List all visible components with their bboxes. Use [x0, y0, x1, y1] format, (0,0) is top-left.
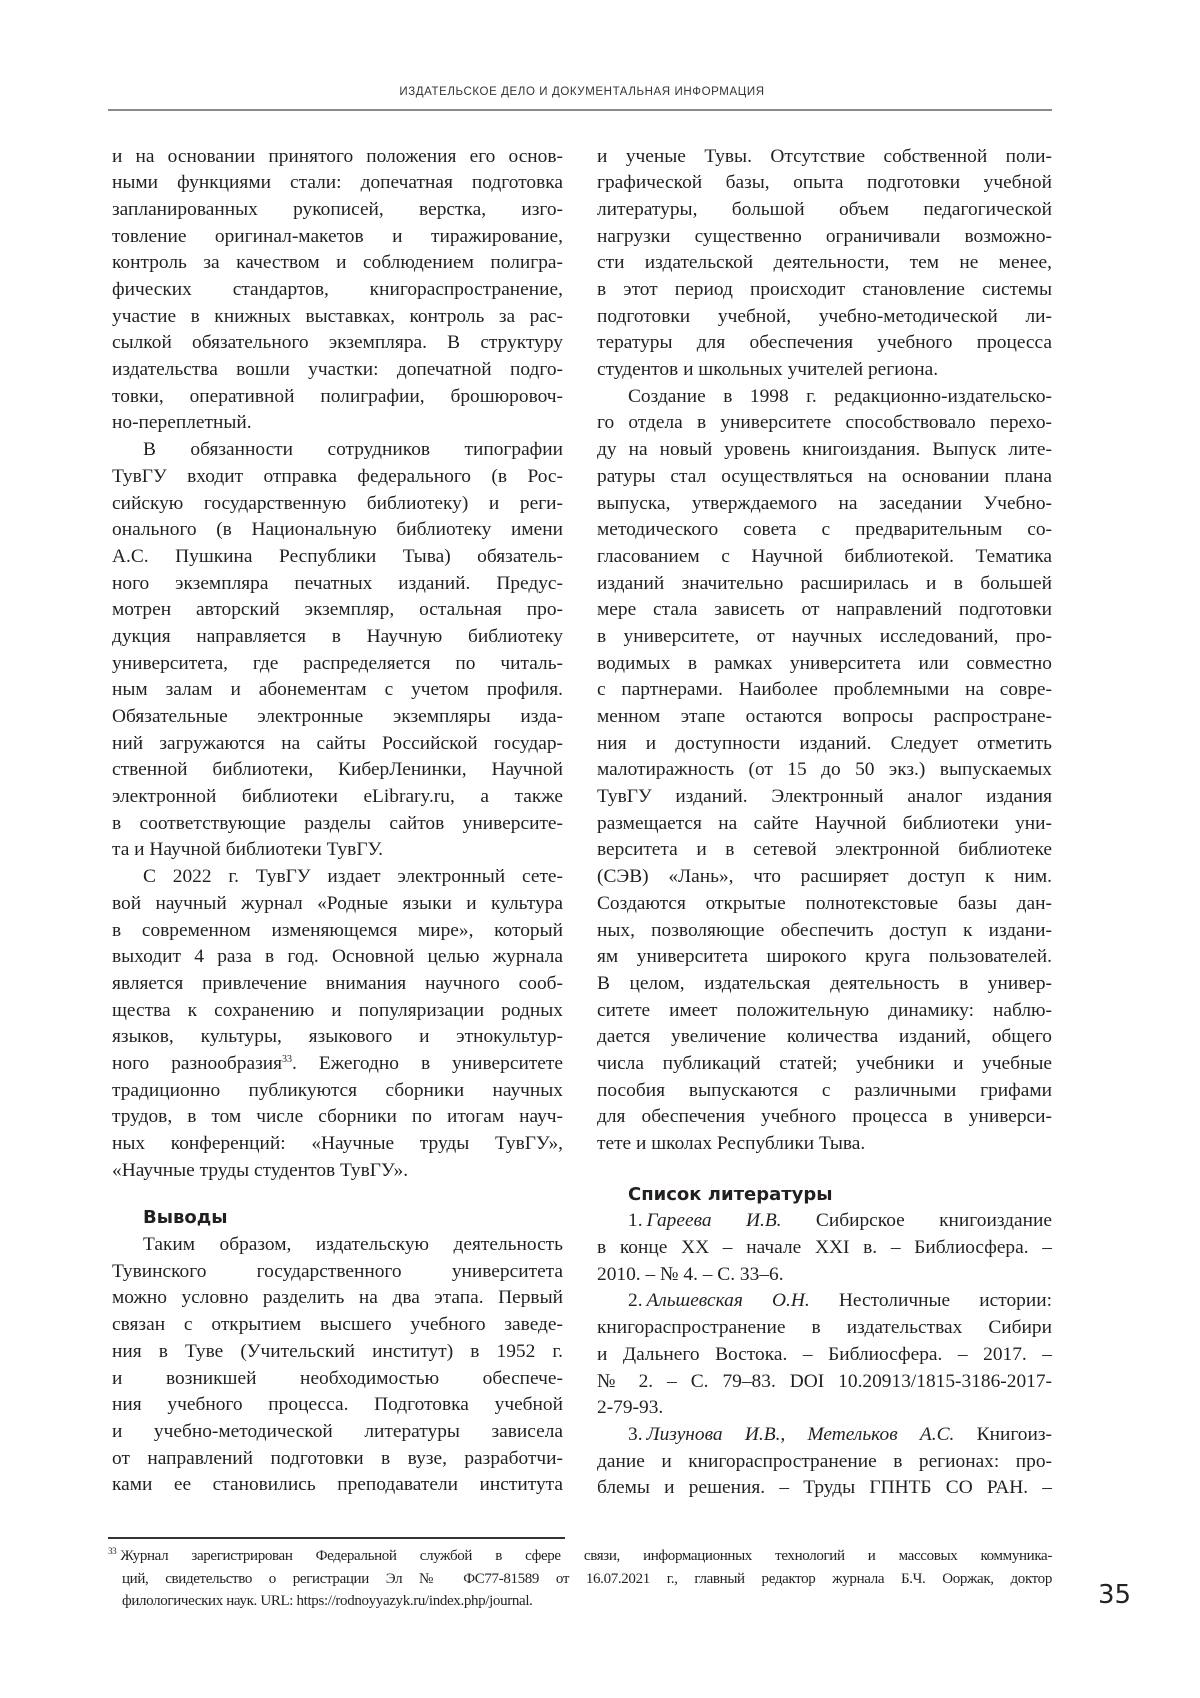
- footnote-marker: 33: [108, 1546, 117, 1556]
- text-line: и возникшей необходимостью обеспече-: [112, 1367, 563, 1389]
- text-line: методического совета с предварительным со-: [597, 519, 1052, 541]
- text-line: с партнерами. Наиболее проблемными на совре-: [597, 679, 1052, 701]
- text-line: ния и доступности изданий. Следует отметить: [597, 732, 1052, 754]
- text-line: тературы для обеспечения учебного процесса: [597, 332, 1052, 354]
- text-line: Создание в 1998 г. редакционно-издательско-: [628, 385, 1052, 407]
- text-line: литературы, большой объем педагогической: [597, 198, 1052, 220]
- text-line: дается увеличение количества изданий, общего: [597, 1026, 1052, 1048]
- text-line: 2-79-93.: [597, 1397, 664, 1419]
- paragraph: [112, 144, 563, 438]
- text-line: тете и школах Республики Тыва.: [597, 1133, 866, 1155]
- footnote-line: $^{33}$ Журнал зарегистрирован Федеральной службой в сфере связи, информационных технологий и массовых коммуника-: [108, 1546, 1052, 1564]
- text-line: трудов, в том числе сборники по итогам науч-: [112, 1106, 563, 1128]
- paragraph: [112, 864, 563, 1184]
- paragraph: [597, 144, 1052, 384]
- text-line: в современном изменяющемся мире», который: [112, 919, 563, 941]
- text-line: малотиражность (от 15 до 50 экз.) выпускаемых: [597, 759, 1052, 781]
- text-line: «Научные труды студентов ТувГУ».: [112, 1159, 409, 1181]
- text-line: сийскую государственную библиотеку) и реги-: [112, 492, 563, 514]
- text-line: 1. Гареева И.В. Сибирское книгоиздание: [628, 1210, 1052, 1232]
- text-line: можно условно разделить на два этапа. Первый: [112, 1287, 563, 1309]
- right-column: [597, 144, 1052, 1502]
- running-head: ИЗДАТЕЛЬСКОЕ ДЕЛО И ДОКУМЕНТАЛЬНАЯ ИНФОРМАЦИЯ: [399, 86, 765, 98]
- text-line: Таким образом, издательскую деятельность: [143, 1234, 563, 1256]
- reference-item: [597, 1208, 1052, 1288]
- reference-author: Лизунова И.В., Метельков А.С.: [646, 1423, 955, 1445]
- text-line: связан с открытием высшего учебного заведе-: [112, 1314, 563, 1336]
- text-line: ния учебного процесса. Подготовка учебной: [112, 1394, 563, 1416]
- text-line: ния в Туве (Учительский институт) в 1952 г.: [112, 1340, 563, 1362]
- text-line: ных конференций: «Научные труды ТувГУ»,: [112, 1133, 563, 1155]
- reference-number: 3.: [628, 1423, 647, 1445]
- text-line: менном этапе остаются вопросы распростране-: [597, 706, 1052, 728]
- text-line: товление оригинал-макетов и тиражирование,: [112, 225, 563, 247]
- text-line: ду на новый уровень книгоиздания. Выпуск лите-: [597, 439, 1052, 461]
- text-line: нагрузки существенно ограничивали возможно-: [597, 225, 1052, 247]
- text-line: ками ее становились преподаватели института: [112, 1474, 563, 1496]
- text-line: и учебно-методической литературы зависела: [112, 1420, 563, 1442]
- text-line: запланированных рукописей, верстка, изго-: [112, 198, 563, 220]
- footnote-ref: 33: [282, 1053, 293, 1065]
- text-line: мере стала зависеть от направлений подготовки: [597, 599, 1052, 621]
- reference-item: [597, 1288, 1052, 1421]
- footnote-rule: [108, 1537, 565, 1539]
- text-line: 2. Альшевская О.Н. Нестоличные истории:: [628, 1290, 1052, 1312]
- text-line: верситета и в сетевой электронной библиотеке: [597, 839, 1052, 861]
- text-line: подготовки учебной, учебно-методической ли-: [597, 305, 1052, 327]
- text-line: В обязанности сотрудников типографии: [143, 439, 563, 461]
- text-line: ТувГУ входит отправка федерального (в Рос-: [112, 465, 563, 487]
- text-line: С 2022 г. ТувГУ издает электронный сете-: [143, 866, 563, 888]
- text-line: ям университета широкого круга пользователей.: [597, 946, 1052, 968]
- paragraph: [112, 1232, 563, 1499]
- text-line: ных, позволяющие обеспечить доступ к издани-: [597, 919, 1052, 941]
- text-line: в этот период происходит становление системы: [597, 279, 1052, 301]
- text-line: является привлечение внимания научного сооб-: [112, 972, 563, 994]
- text-line: 3. Лизунова И.В., Метельков А.С. Книгоиз-: [628, 1423, 1052, 1445]
- text-line: издательства вошли участки: допечатной подго-: [112, 359, 563, 381]
- text-line: и ученые Тувы. Отсутствие собственной поли-: [597, 145, 1052, 167]
- header-rule: [108, 109, 1052, 111]
- text-line: дукция направляется в Научную библиотеку: [112, 625, 563, 647]
- text-line: блемы и решения. – Труды ГПНТБ СО РАН. –: [597, 1477, 1052, 1499]
- text-line: университета, где распределяется по читаль-: [112, 652, 563, 674]
- text-line: ным залам и абонементам с учетом профиля.: [112, 679, 563, 701]
- text-line: в университете, от научных исследований, про-: [597, 625, 1052, 647]
- text-line: ными функциями стали: допечатная подготовка: [112, 172, 563, 194]
- text-line: электронной библиотеки eLibrary.ru, а также: [112, 786, 563, 808]
- text-line: ний загружаются на сайты Российской государ-: [112, 732, 563, 754]
- paragraph: [597, 384, 1052, 1158]
- footnote: [108, 1545, 1052, 1613]
- text-line: ТувГУ изданий. Электронный аналог издания: [597, 786, 1052, 808]
- text-line: дание и книгораспространение в регионах: про-: [597, 1450, 1052, 1472]
- text-line: товки, оперативной полиграфии, брошюровоч-: [112, 385, 563, 407]
- text-line: изданий значительно расширилась и в большей: [597, 572, 1052, 594]
- text-line: пособия выпускаются с различными грифами: [597, 1079, 1052, 1101]
- reference-author: Альшевская О.Н.: [646, 1290, 810, 1312]
- text-line: Тувинского государственного университета: [112, 1260, 563, 1282]
- reference-item: [597, 1422, 1052, 1502]
- reference-number: 2.: [628, 1290, 647, 1312]
- text-line: В целом, издательская деятельность в универ-: [597, 972, 1052, 994]
- text-line: ного разнообразия$^{33}$. Ежегодно в университете: [112, 1052, 563, 1074]
- text-line: традиционно публикуются сборники научных: [112, 1079, 563, 1101]
- text-line: го отдела в университете способствовало перехо-: [597, 412, 1052, 434]
- text-line: ного экземпляра печатных изданий. Предус-: [112, 572, 563, 594]
- text-line: контроль за качеством и соблюдением полигра-: [112, 252, 563, 274]
- text-line: сти издательской деятельности, тем не менее,: [597, 252, 1052, 274]
- text-line: № 2. – С. 79–83. DOI 10.20913/1815-3186-2017-: [597, 1370, 1052, 1392]
- text-line: вой научный журнал «Родные языки и культура: [112, 892, 563, 914]
- text-line: в соответствующие разделы сайтов университе-: [112, 812, 563, 834]
- text-line: та и Научной библиотеки ТувГУ.: [112, 839, 383, 861]
- text-line: сылкой обязательного экземпляра. В структуру: [112, 332, 563, 354]
- text-line: книгораспространение в издательствах Сибири: [597, 1317, 1052, 1339]
- text-line: фических стандартов, книгораспространение,: [112, 279, 563, 301]
- text-line: числа публикаций статей; учебники и учебные: [597, 1052, 1052, 1074]
- text-line: 2010. – № 4. – С. 33–6.: [597, 1263, 784, 1285]
- text-line: ратуры стал осуществляться на основании плана: [597, 465, 1052, 487]
- reference-author: Гареева И.В.: [646, 1210, 782, 1232]
- footnote-line: филологических наук. URL: https://rodnoyyazyk.ru/index.php/journal.: [122, 1593, 533, 1609]
- text-line: графической базы, опыта подготовки учебной: [597, 172, 1052, 194]
- text-line: А.С. Пушкина Республики Тыва) обязатель-: [112, 545, 563, 567]
- text-line: выпуска, утверждаемого на заседании Учебно-: [597, 492, 1052, 514]
- section-heading: Выводы: [143, 1207, 228, 1229]
- text-line: и Дальнего Востока. – Библиосфера. – 2017. –: [597, 1343, 1052, 1365]
- text-line: мотрен авторский экземпляр, остальная про-: [112, 599, 563, 621]
- text-line: ственной библиотеки, КиберЛенинки, Научной: [112, 759, 563, 781]
- text-line: но-переплетный.: [112, 412, 252, 434]
- text-line: студентов и школьных учителей региона.: [597, 359, 939, 381]
- text-line: щества к сохранению и популяризации родных: [112, 999, 563, 1021]
- page-number: 35: [1098, 1580, 1132, 1610]
- text-line: гласованием с Научной библиотекой. Тематика: [597, 545, 1052, 567]
- text-line: выходит 4 раза в год. Основной целью журнала: [112, 946, 563, 968]
- section-heading: Список литературы: [628, 1183, 833, 1205]
- text-line: размещается на сайте Научной библиотеки уни-: [597, 812, 1052, 834]
- text-line: от направлений подготовки в вузе, разработчи-: [112, 1447, 563, 1469]
- text-line: Обязательные электронные экземпляры изда-: [112, 706, 563, 728]
- left-column: [112, 144, 563, 1499]
- text-line: языков, культуры, языкового и этнокультур-: [112, 1026, 563, 1048]
- reference-number: 1.: [628, 1210, 647, 1232]
- text-line: Создаются открытые полнотекстовые базы дан-: [597, 892, 1052, 914]
- text-line: ситете имеет положительную динамику: наблю-: [597, 999, 1052, 1021]
- text-line: для обеспечения учебного процесса в универси-: [597, 1106, 1052, 1128]
- footnote-line: ций, свидетельство о регистрации Эл № ФС77-81589 от 16.07.2021 г., главный редактор журнала Б.Ч. Ооржак, доктор: [122, 1570, 1052, 1587]
- text-line: и на основании принятого положения его основ-: [112, 145, 563, 167]
- paragraph: [112, 437, 563, 864]
- text-line: водимых в рамках университета или совместно: [597, 652, 1052, 674]
- text-line: онального (в Национальную библиотеку имени: [112, 519, 563, 541]
- text-line: (СЭВ) «Лань», что расширяет доступ к ним.: [597, 866, 1052, 888]
- text-line: в конце XX – начале XXI в. – Библиосфера. –: [597, 1237, 1052, 1259]
- text-line: участие в книжных выставках, контроль за рас-: [112, 305, 563, 327]
